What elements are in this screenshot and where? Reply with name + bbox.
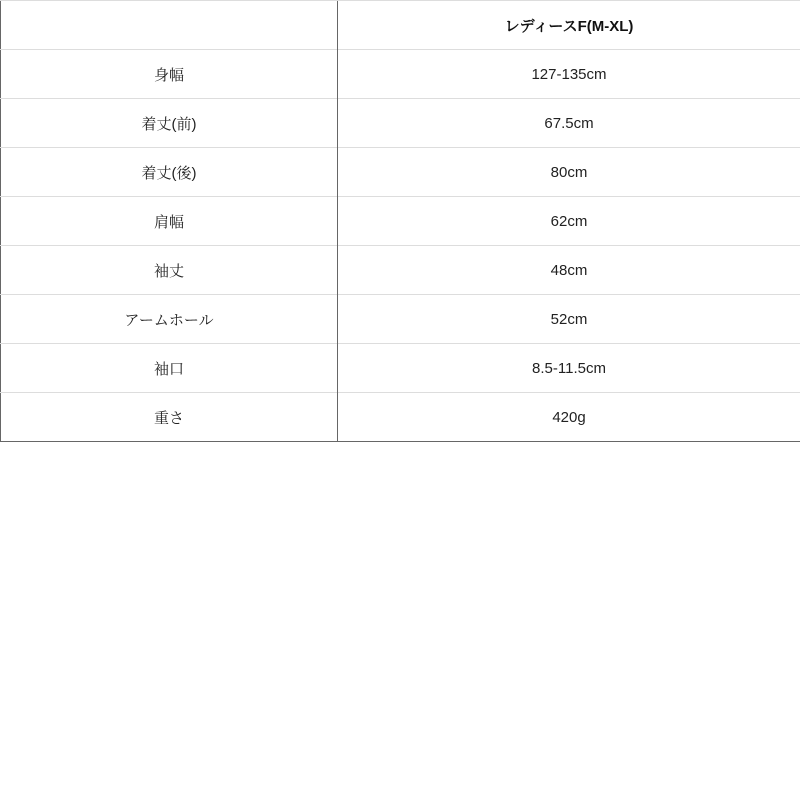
table-row-sleeve-length	[1, 246, 800, 295]
row-value: 127-135cm	[338, 50, 800, 99]
row-label: 袖丈	[1, 246, 338, 295]
table-row-length-front	[1, 99, 800, 148]
table-row-weight	[1, 393, 800, 442]
row-value: 52cm	[338, 295, 800, 344]
table-row-body-width	[1, 50, 800, 99]
table-row-armhole	[1, 295, 800, 344]
row-label: 身幅	[1, 50, 338, 99]
size-chart-header-row	[1, 1, 800, 50]
row-label: 肩幅	[1, 197, 338, 246]
row-label: 重さ	[1, 393, 338, 442]
row-value: 420g	[338, 393, 800, 442]
header-empty-cell	[1, 1, 338, 50]
row-value: 8.5-11.5cm	[338, 344, 800, 393]
table-row-shoulder-width	[1, 197, 800, 246]
row-label: 着丈(後)	[1, 148, 338, 197]
row-label: 袖口	[1, 344, 338, 393]
row-value: 80cm	[338, 148, 800, 197]
header-size-label: レディースF(M-XL)	[338, 1, 800, 50]
row-label: アームホール	[1, 295, 338, 344]
row-value: 62cm	[338, 197, 800, 246]
row-label: 着丈(前)	[1, 99, 338, 148]
row-value: 48cm	[338, 246, 800, 295]
row-value: 67.5cm	[338, 99, 800, 148]
table-row-length-back	[1, 148, 800, 197]
table-row-cuff	[1, 344, 800, 393]
